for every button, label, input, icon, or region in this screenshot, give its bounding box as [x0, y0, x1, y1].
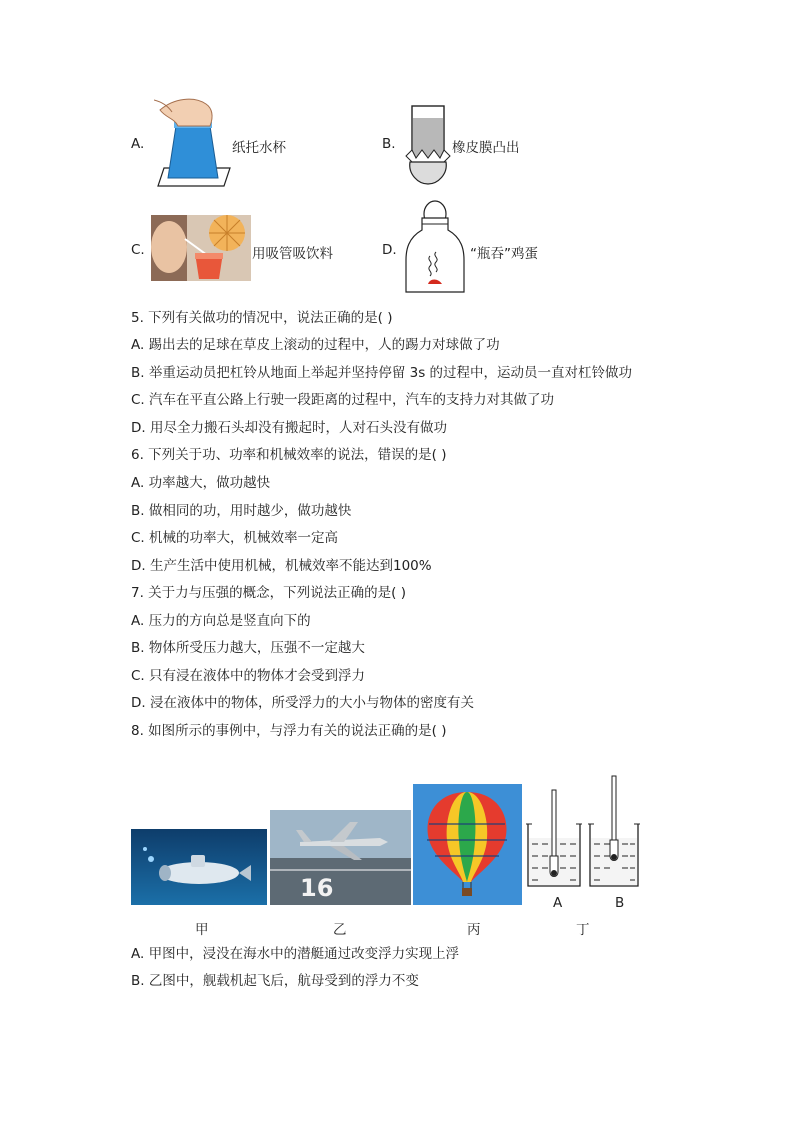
beaker-label-b: B [615, 895, 625, 911]
hot-air-balloon-photo [413, 784, 522, 905]
q5-option-d: D. 用尽全力搬石头却没有搬起时，人对石头没有做功 [131, 420, 447, 436]
q6-option-a: A. 功率越大，做功越快 [131, 475, 271, 491]
submarine-photo [131, 829, 267, 905]
carrier-jet-photo [270, 810, 411, 905]
q5-option-b: B. 举重运动员把杠铃从地面上举起并坚持停留 3s 的过程中，运动员一直对杠铃做功 [131, 365, 633, 381]
q8-option-b: B. 乙图中，舰载机起飞后，航母受到的浮力不变 [131, 973, 419, 989]
q8-option-a: A. 甲图中，浸没在海水中的潜艇通过改变浮力实现上浮 [131, 946, 460, 962]
q7-option-c: C. 只有浸在液体中的物体才会受到浮力 [131, 668, 366, 684]
q6-option-b: B. 做相同的功，用时越少，做功越快 [131, 503, 352, 519]
q4-option-a-letter: A. [131, 136, 145, 152]
q4-option-c-letter: C. [131, 242, 145, 258]
q5-option-a: A. 踢出去的足球在草皮上滚动的过程中，人的踢力对球做了功 [131, 337, 500, 353]
figure-label-yi: 乙 [333, 922, 347, 938]
q6-stem: 6. 下列关于功、功率和机械效率的说法，错误的是( ) [131, 447, 447, 463]
q7-option-b: B. 物体所受压力越大，压强不一定越大 [131, 640, 365, 656]
q4-option-b-text: 橡皮膜凸出 [452, 140, 520, 156]
q6-option-d: D. 生产生活中使用机械，机械效率不能达到100% [131, 558, 432, 574]
q7-option-d: D. 浸在液体中的物体，所受浮力的大小与物体的密度有关 [131, 695, 474, 711]
q4-option-a-text: 纸托水杯 [232, 140, 286, 156]
egg-in-bottle-figure [404, 200, 466, 296]
q4-option-b-letter: B. [382, 136, 396, 152]
q6-option-c: C. 机械的功率大，机械效率一定高 [131, 530, 339, 546]
hydrometer-beakers-figure [524, 772, 642, 890]
q4-option-c-text: 用吸管吸饮料 [252, 246, 333, 262]
q7-stem: 7. 关于力与压强的概念，下列说法正确的是( ) [131, 585, 406, 601]
q8-stem: 8. 如图所示的事例中，与浮力有关的说法正确的是( ) [131, 723, 447, 739]
q7-option-a: A. 压力的方向总是竖直向下的 [131, 613, 311, 629]
figure-label-jia: 甲 [195, 922, 209, 938]
q4-option-d-text: “瓶吞”鸡蛋 [470, 246, 538, 262]
q5-option-c: C. 汽车在平直公路上行驶一段距离的过程中，汽车的支持力对其做了功 [131, 392, 555, 408]
paper-cup-figure [154, 96, 232, 188]
q5-stem: 5. 下列有关做功的情况中，说法正确的是( ) [131, 310, 393, 326]
figure-label-bing: 丙 [467, 922, 481, 938]
q4-option-d-letter: D. [382, 242, 397, 258]
figure-label-ding: 丁 [576, 922, 590, 938]
beaker-label-a: A [553, 895, 563, 911]
deck-number: 16 [300, 874, 334, 902]
straw-drink-photo [151, 215, 251, 281]
rubber-membrane-tube-figure [404, 104, 452, 186]
